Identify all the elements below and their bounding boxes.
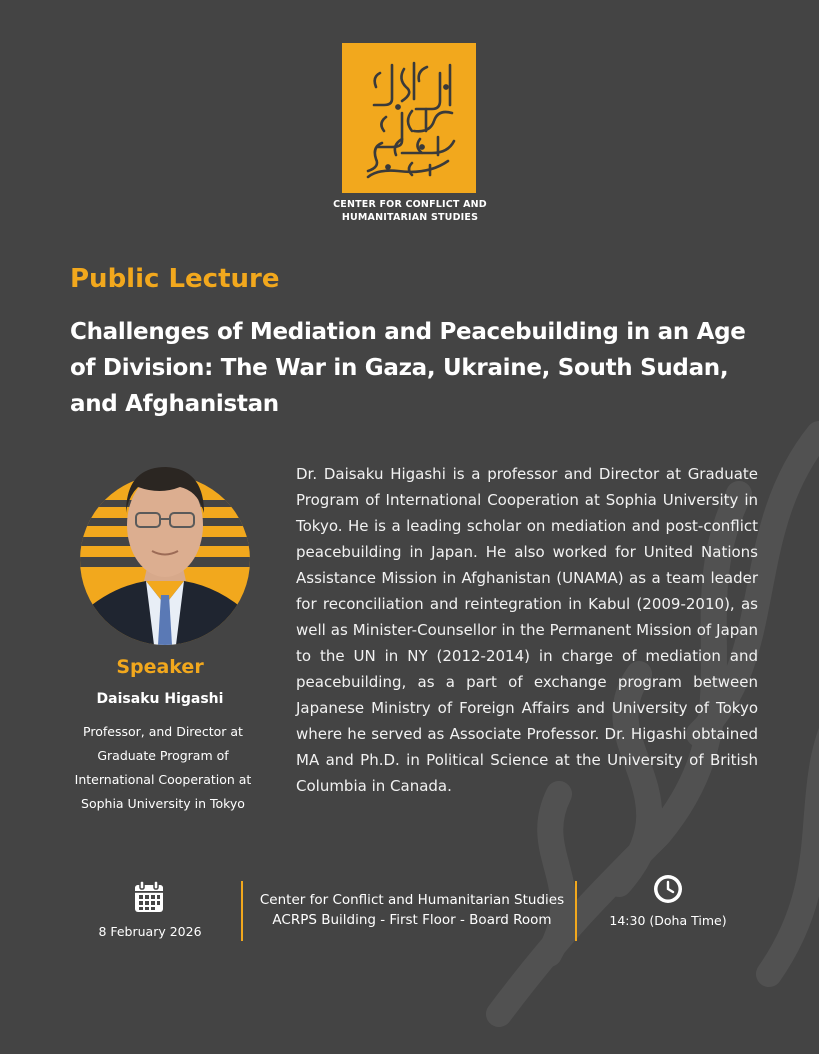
speaker-role-line: Sophia University in Tokyo — [81, 796, 245, 811]
clock-icon — [652, 873, 684, 905]
speaker-bio: Dr. Daisaku Higashi is a professor and Director at Graduate Program of International Cooperation at Sophia University in Tokyo. He is a leading scholar on mediation and post-conflict peacebuilding in Japan. He also worked for United Nations Assistance Mission in Afghanistan (UNAMA) as a team leader for reconciliation and reintegration in Kabul (2009-2010), as well as Minister-Counsellor in the Permanent Mission of Japan to the UN in NY (2012-2014) in charge of mediation and peacebuilding, as a part of exchange program between Japanese Ministry of Foreign Affairs and University of Tokyo where he served as Associate Professor. Dr. Higashi obtained MA and Ph.D. in Political Science at the University of British Columbia in Canada. — [296, 465, 758, 795]
event-time: 14:30 (Doha Time) — [609, 913, 727, 928]
speaker-role-line: Graduate Program of — [97, 748, 229, 763]
org-name-line2: HUMANITARIAN STUDIES — [341, 212, 479, 223]
org-logo — [342, 43, 476, 193]
venue-line1: Center for Conflict and Humanitarian Studies — [259, 892, 565, 908]
org-name — [330, 198, 490, 224]
speaker-role-line: Professor, and Director at — [83, 724, 243, 739]
speaker-photo — [80, 455, 250, 645]
calendar-icon — [133, 880, 165, 914]
event-type: Public Lecture — [70, 264, 280, 294]
speaker-role — [58, 720, 268, 816]
divider — [241, 881, 243, 941]
event-venue — [248, 890, 576, 930]
speaker-label: Speaker — [116, 656, 204, 678]
speaker-name: Daisaku Higashi — [96, 691, 224, 707]
arabic-calligraphy-logo — [342, 43, 476, 193]
speaker-role-line: International Cooperation at — [74, 772, 252, 787]
event-date: 8 February 2026 — [98, 924, 202, 939]
venue-line2: ACRPS Building - First Floor - Board Room — [272, 912, 552, 928]
org-name-line1: CENTER FOR CONFLICT AND — [333, 199, 487, 210]
event-title: Challenges of Mediation and Peacebuilding in an Age of Division: The War in Gaza, Ukraine, South Sudan, and Afghanistan — [70, 319, 746, 417]
divider — [575, 881, 577, 941]
